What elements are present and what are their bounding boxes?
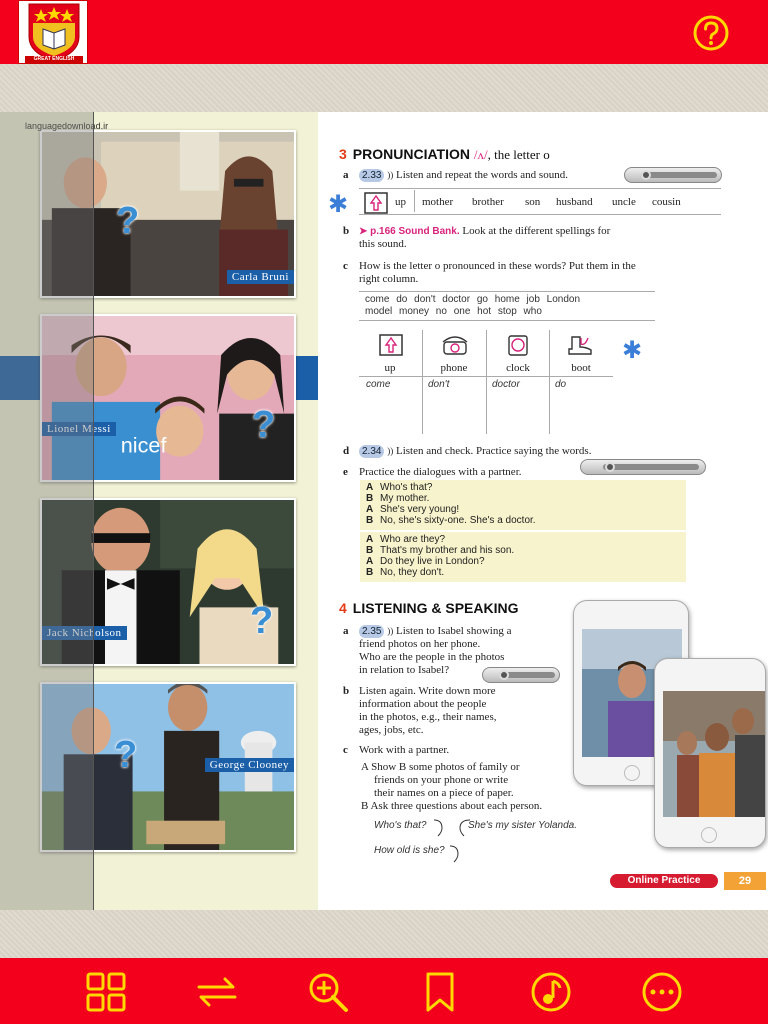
question-mark-icon: ?	[114, 734, 138, 776]
bottom-toolbar	[0, 958, 768, 1024]
instruction-text: their names on a piece of paper.	[374, 787, 514, 799]
instruction-text: A Show B some photos of family or	[361, 761, 520, 773]
instruction-text: Look at the different spellings for	[462, 225, 611, 237]
line-text: She's very young!	[380, 504, 460, 515]
instruction-text: friend photos on her phone.	[359, 638, 481, 650]
word: mother	[422, 196, 454, 208]
instruction-text: Listen again. Write down more	[359, 685, 496, 697]
sound-star-icon[interactable]: ✱	[622, 336, 643, 364]
sound-bank-link[interactable]: ➤ p.166 Sound Bank.	[359, 226, 460, 237]
instruction-text: right column.	[359, 273, 419, 285]
section-number: 3	[339, 146, 347, 162]
player-track[interactable]	[641, 172, 717, 178]
line-text: No, she's sixty-one. She's a doctor.	[380, 515, 536, 526]
item-letter: b	[343, 685, 350, 697]
swap-button[interactable]	[195, 970, 239, 1014]
phone-2	[654, 658, 766, 848]
instruction-text: Work with a partner.	[359, 744, 450, 756]
divider	[359, 376, 613, 377]
instruction-text: Who are the people in the photos	[359, 651, 505, 663]
word-row: come do don't doctor go home job London	[365, 294, 581, 305]
question-mark-icon: ?	[252, 404, 276, 446]
speech-bubble: She's my sister Yolanda.	[468, 820, 578, 831]
section-title: LISTENING & SPEAKING	[352, 600, 519, 616]
item-letter: c	[343, 260, 348, 272]
dialogue-line	[366, 493, 429, 504]
speaker-icon: ))	[387, 446, 394, 456]
logo-label: GREAT ENGLISH	[25, 56, 83, 63]
divider	[486, 330, 487, 434]
clock-icon	[506, 334, 530, 356]
audio-button[interactable]	[529, 970, 573, 1014]
divider	[549, 330, 550, 434]
speaker: A	[366, 534, 374, 545]
column-entry: come	[366, 379, 391, 390]
dialogue-line	[366, 534, 445, 545]
phone-screen	[663, 691, 765, 817]
section-number: 4	[339, 600, 347, 616]
name-tag: Jack Nicholson	[42, 626, 127, 640]
instruction-4a	[359, 625, 511, 638]
online-practice-badge[interactable]: Online Practice	[610, 874, 718, 888]
bookmark-button[interactable]	[418, 970, 462, 1014]
column-entry: don't	[428, 379, 450, 390]
speaker-icon: ))	[387, 170, 394, 180]
speaker-icon: ))	[387, 626, 394, 636]
logo[interactable]	[18, 0, 88, 64]
up-arrow-symbol-icon	[379, 334, 403, 356]
phone-home-button	[624, 765, 640, 781]
page-turn-overlay[interactable]	[0, 112, 94, 910]
column-label: up	[384, 362, 396, 374]
player-knob[interactable]	[499, 670, 509, 680]
top-bar	[0, 0, 768, 64]
instruction-text: Listen and repeat the words and sound.	[395, 169, 568, 181]
subtitle-rest: , the letter o	[487, 147, 550, 162]
section-4-heading	[339, 600, 518, 616]
instruction-text: Listen and check. Practice saying the words.	[395, 445, 592, 457]
speech-bubble-tails-icon	[432, 814, 472, 870]
phone-home-button	[701, 827, 717, 843]
grid-icon	[84, 970, 128, 1014]
item-letter: e	[343, 466, 348, 478]
svg-text:nicef: nicef	[120, 432, 167, 458]
word: uncle	[612, 196, 636, 208]
column-label: boot	[571, 362, 591, 374]
section-title: PRONUNCIATION	[352, 146, 470, 162]
word: cousin	[652, 196, 681, 208]
name-tag: George Clooney	[205, 758, 294, 772]
audio-badge[interactable]: 2.34	[359, 445, 384, 458]
speaker: B	[366, 567, 374, 578]
bookmark-icon	[418, 970, 462, 1014]
watermark: languagedownload.ir	[25, 121, 109, 131]
question-mark-icon: ?	[250, 600, 274, 642]
item-letter: d	[343, 445, 350, 457]
instruction-text: in relation to Isabel?	[359, 664, 450, 676]
divider	[359, 320, 655, 321]
line-text: That's my brother and his son.	[380, 545, 515, 556]
instruction-text: information about the people	[359, 698, 487, 710]
item-letter: b	[343, 225, 350, 237]
instruction-text: B Ask three questions about each person.	[361, 800, 543, 812]
divider	[359, 214, 721, 215]
line-text: Do they live in London?	[380, 556, 485, 567]
line-text: No, they don't.	[380, 567, 445, 578]
swap-icon	[195, 970, 239, 1014]
dialogue-line	[366, 482, 433, 493]
speaker: A	[366, 504, 374, 515]
speaker: B	[366, 515, 374, 526]
speaker: B	[366, 493, 374, 504]
zoom-button[interactable]	[306, 970, 350, 1014]
instruction-text: friends on your phone or write	[374, 774, 509, 786]
audio-badge[interactable]: 2.35	[359, 625, 384, 638]
speech-bubble: Who's that?	[374, 820, 427, 831]
audio-badge[interactable]: 2.33	[359, 169, 384, 182]
column-label: clock	[506, 362, 530, 374]
word: brother	[472, 196, 504, 208]
word-row: model money no one hot stop who	[365, 306, 542, 317]
book-page[interactable]	[0, 112, 768, 910]
divider	[422, 330, 423, 434]
telephone-icon	[441, 334, 469, 356]
music-icon	[529, 970, 573, 1014]
instruction-text: Listen to Isabel showing a	[395, 625, 512, 637]
zoom-in-icon	[306, 970, 350, 1014]
phone-photo	[663, 691, 765, 817]
question-mark-icon: ?	[116, 200, 140, 242]
column-entry: do	[555, 379, 567, 390]
page-number: 29	[724, 872, 766, 890]
audio-player-3a[interactable]	[624, 167, 722, 183]
player-knob[interactable]	[605, 462, 615, 472]
section-subtitle	[474, 147, 550, 162]
item-letter: c	[343, 744, 348, 756]
more-button[interactable]	[640, 970, 684, 1014]
line-text: Who are they?	[380, 534, 446, 545]
name-tag: Carla Bruni	[227, 270, 294, 284]
speech-bubble: How old is she?	[374, 845, 445, 856]
player-knob[interactable]	[641, 170, 651, 180]
phonetic-symbol: /ʌ/	[473, 147, 488, 162]
line-text: My mother.	[380, 493, 430, 504]
more-icon	[640, 970, 684, 1014]
dialogue-line	[366, 504, 459, 515]
help-button[interactable]	[692, 14, 730, 52]
column-label: phone	[440, 362, 468, 374]
boot-icon	[566, 334, 594, 356]
word: son	[525, 196, 541, 208]
dialogue-box-2	[360, 532, 686, 582]
dialogue-line	[366, 515, 536, 526]
item-letter: a	[343, 625, 349, 637]
divider	[359, 188, 721, 189]
audio-player-4a[interactable]	[482, 667, 560, 683]
dialogue-line	[366, 545, 514, 556]
speaker: A	[366, 556, 374, 567]
instruction-text: How is the letter o pronounced in these words? Put them in the	[359, 260, 636, 272]
sound-star-icon[interactable]: ✱	[328, 190, 349, 218]
divider	[414, 190, 415, 212]
instruction-3a	[359, 169, 568, 182]
help-circle-icon	[692, 14, 730, 52]
instruction-3b	[359, 225, 610, 238]
dialogue-box-1	[360, 480, 686, 530]
instruction-text: ages, jobs, etc.	[359, 724, 424, 736]
player-track[interactable]	[603, 464, 699, 470]
divider	[359, 291, 655, 292]
audio-player-3e[interactable]	[580, 459, 706, 475]
line-text: Who's that?	[380, 482, 433, 493]
dialogue-line	[366, 567, 444, 578]
instruction-text: this sound.	[359, 238, 407, 250]
grid-button[interactable]	[84, 970, 128, 1014]
sound-word: up	[395, 196, 406, 208]
name-tag: Lionel Messi	[42, 422, 116, 436]
column-entry: doctor	[492, 379, 520, 390]
instruction-3d	[359, 445, 591, 458]
up-arrow-symbol-icon	[364, 192, 388, 214]
speaker: A	[366, 482, 374, 493]
speaker: B	[366, 545, 374, 556]
item-letter: a	[343, 169, 349, 181]
word: husband	[556, 196, 593, 208]
instruction-text: in the photos, e.g., their names,	[359, 711, 497, 723]
section-3-heading	[339, 146, 550, 163]
instruction-text: Practice the dialogues with a partner.	[359, 466, 522, 478]
dialogue-line	[366, 556, 485, 567]
